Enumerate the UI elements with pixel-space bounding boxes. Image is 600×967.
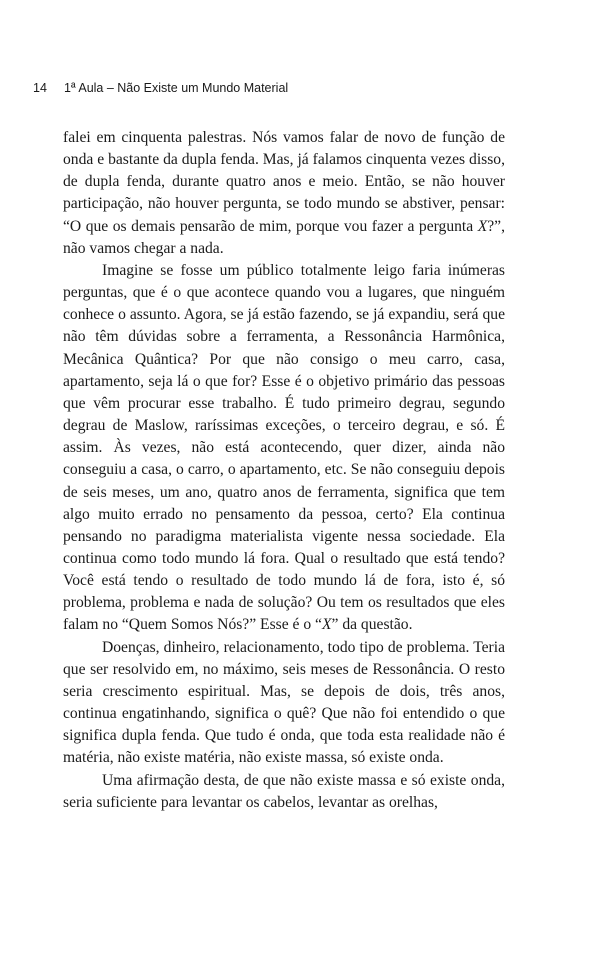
- text-run: ” da questão.: [331, 616, 413, 634]
- running-title: 1ª Aula – Não Existe um Mundo Material: [64, 81, 289, 95]
- text-run: falei em cinquenta palestras. Nós vamos falar de novo de função de onda e bastante da dupla fenda. Mas, já falamos cinquenta vezes disso, de dupla fenda, durante quatro anos e meio. Então, se não houver participação, não houver pergunta, se todo mundo se abstiver, pensar: “O que os demais pensarão de mim, porque vou fazer a pergunta: [63, 129, 505, 235]
- italic-text-run: X: [477, 217, 488, 235]
- text-run: Doenças, dinheiro, relacionamento, todo tipo de problema. Teria que ser resolvido em, no máximo, seis meses de Ressonância. O resto seria crescimento espiritual. Mas, se depois de dois, três anos, continua engatinhando, significa o quê? Que não foi entendido o que significa dupla fenda. Que tudo é onda, que toda esta realidade não é matéria, não existe matéria, não existe massa, só existe onda.: [63, 638, 505, 767]
- text-run: ?”, não vamos chegar a nada.: [63, 217, 505, 257]
- italic-text-run: X: [321, 616, 332, 634]
- body-text: [63, 127, 505, 814]
- paragraph: [63, 127, 505, 260]
- paragraph: [63, 260, 505, 637]
- running-header: [33, 81, 288, 95]
- paragraph: [63, 770, 505, 814]
- page-number: 14: [33, 81, 47, 95]
- text-run: Uma afirmação desta, de que não existe massa e só existe onda, seria suficiente para levantar os cabelos, levantar as orelhas,: [63, 771, 505, 811]
- text-run: Imagine se fosse um público totalmente leigo faria inúmeras perguntas, que é o que acontece quando vou a lugares, que ninguém conhece o assunto. Agora, se já estão fazendo, se já expandiu, será que não têm dúvidas sobre a ferramenta, a Ressonância Harmônica, Mecânica Quântica? Por que não consigo o meu carro, casa, apartamento, seja lá o que for? Esse é o objetivo primário das pessoas que vêm procurar esse trabalho. É tudo primeiro degrau, segundo degrau de Maslow, raríssimas exceções, o terceiro degrau, e só. É assim. Às vezes, não está acontecendo, quer dizer, ainda não conseguiu a casa, o carro, o apartamento, etc. Se não conseguiu depois de seis meses, um ano, quatro anos de ferramenta, significa que tem algo muito errado no pensamento da pessoa, certo? Ela continua pensando no paradigma materialista vigente nessa sociedade. Ela continua como todo mundo lá fora. Qual o resultado que está tendo? Você está tendo o resultado de todo mundo lá de fora, isto é, só problema, problema e nada de solução? Ou tem os resultados que eles falam no “Quem Somos Nós?” Esse é o “: [63, 261, 505, 634]
- paragraph: [63, 637, 505, 770]
